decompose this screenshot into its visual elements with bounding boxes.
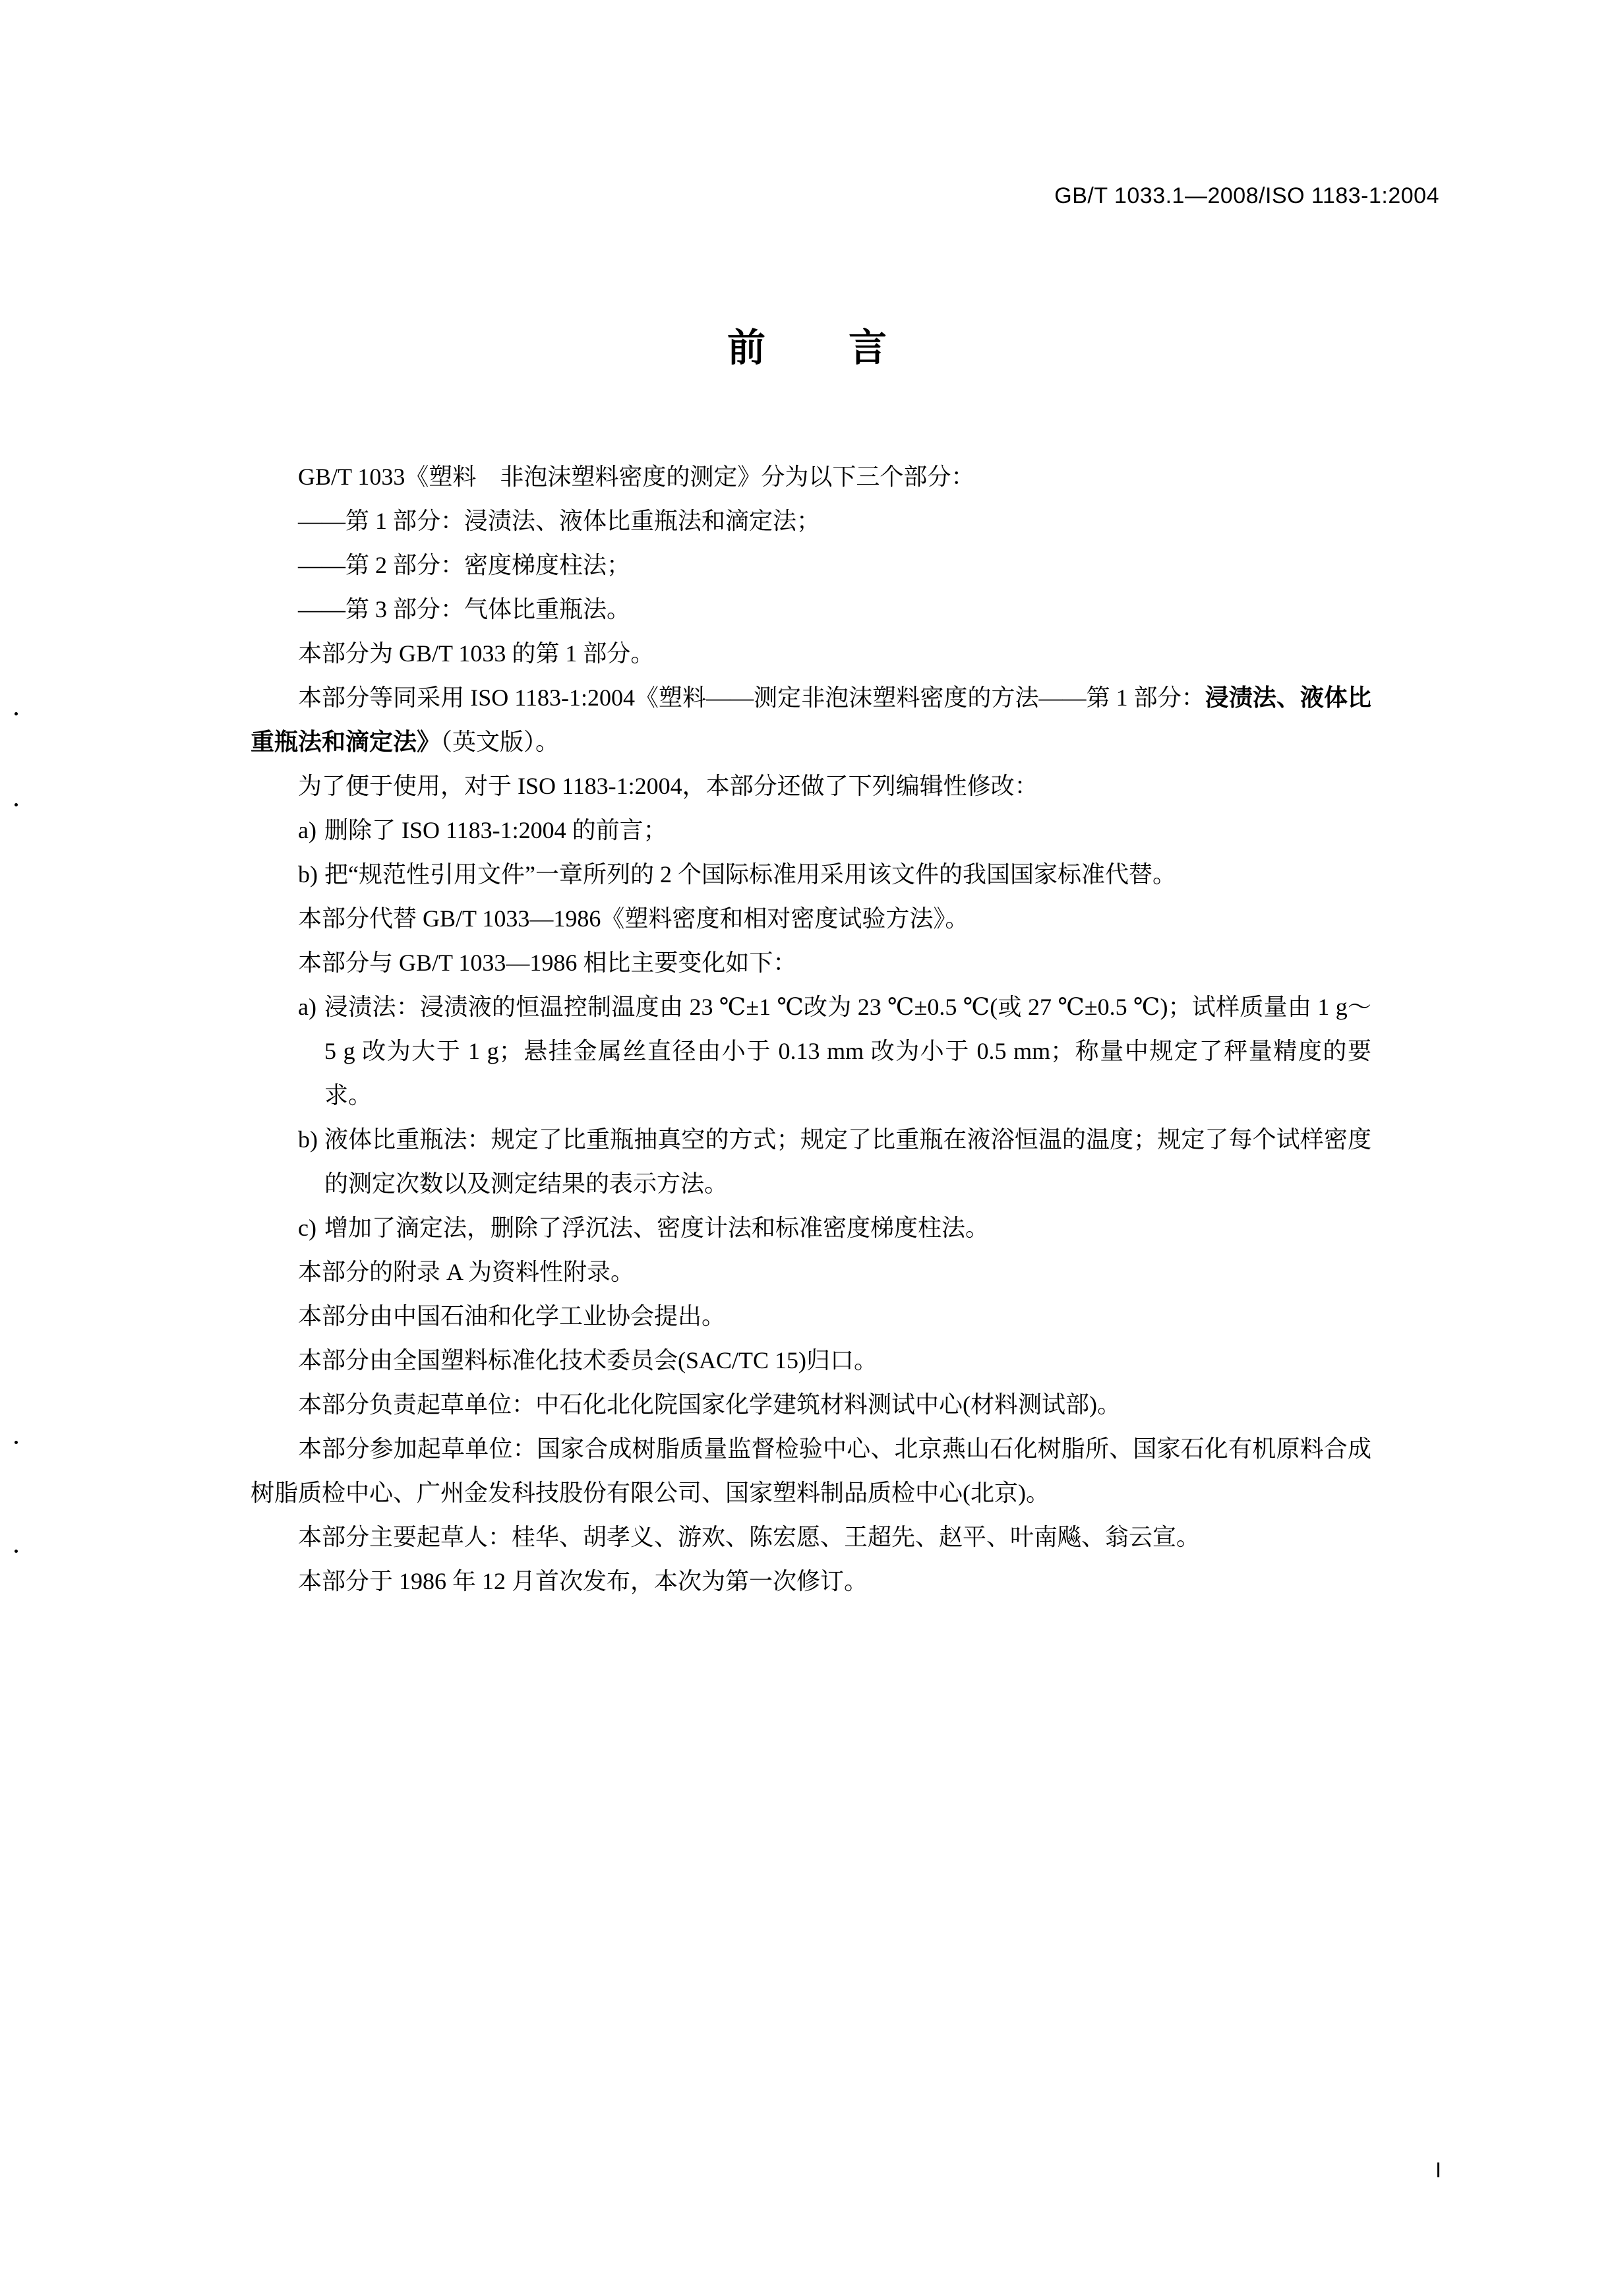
margin-tick-mark	[15, 1550, 18, 1553]
foreword-change-item-c	[251, 1206, 1371, 1250]
foreword-this-part: 本部分为 GB/T 1033 的第 1 部分。	[298, 640, 655, 667]
foreword-part-1: ——第 1 部分：浸渍法、液体比重瓶法和滴定法；	[298, 508, 821, 534]
foreword-adoption	[251, 676, 1371, 764]
list-marker: a)	[298, 817, 316, 843]
foreword-editorial-intro: 为了便于使用，对于 ISO 1183-1:2004，本部分还做了下列编辑性修改：	[298, 773, 1038, 799]
foreword-participating-orgs: 本部分参加起草单位：国家合成树脂质量监督检验中心、北京燕山石化树脂所、国家石化有机原料合成树脂质检中心、广州金发科技股份有限公司、国家塑料制品质检中心(北京)。	[251, 1435, 1371, 1506]
page-number: I	[1435, 2158, 1441, 2182]
foreword-adoption-tail: （英文版）。	[440, 729, 560, 755]
page-title: 前 言	[727, 326, 909, 369]
list-marker: b)	[298, 1126, 318, 1153]
margin-tick-mark	[15, 1441, 18, 1444]
foreword-adoption-bold: 浸渍法、液体比重瓶法和滴定法》	[251, 684, 1371, 755]
foreword-body	[251, 455, 1371, 1604]
list-text: 液体比重瓶法：规定了比重瓶抽真空的方式；规定了比重瓶在液浴恒温的温度；规定了每个试样密度的测定次数以及测定结果的表示方法。	[324, 1126, 1371, 1197]
foreword-change-item-b	[251, 1118, 1371, 1206]
foreword-change-item-a	[251, 985, 1371, 1118]
foreword-changes-intro: 本部分与 GB/T 1033—1986 相比主要变化如下：	[298, 950, 797, 976]
foreword-annex: 本部分的附录 A 为资料性附录。	[298, 1259, 635, 1285]
margin-tick-mark	[15, 803, 18, 806]
foreword-replaces: 本部分代替 GB/T 1033—1986《塑料密度和相对密度试验方法》。	[298, 905, 969, 932]
list-text: 增加了滴定法，删除了浮沉法、密度计法和标准密度梯度柱法。	[324, 1215, 990, 1241]
page-header-standard-code: GB/T 1033.1—2008/ISO 1183-1:2004	[1054, 183, 1439, 208]
list-marker: b)	[298, 861, 318, 888]
foreword-part-3: ——第 3 部分：气体比重瓶法。	[298, 596, 631, 622]
foreword-editorial-item-b	[251, 853, 1371, 897]
list-text: 浸渍法：浸渍液的恒温控制温度由 23 ℃±1 ℃改为 23 ℃±0.5 ℃(或 27 ℃±0.5 ℃)；试样质量由 1 g～5 g 改为大于 1 g；悬挂金属丝直径由小于 0.13 mm 改为小于 0.5 mm；称量中规定了秤量精度的要求。	[324, 994, 1371, 1108]
foreword-jurisdiction: 本部分由全国塑料标准化技术委员会(SAC/TC 15)归口。	[298, 1347, 878, 1374]
foreword-history: 本部分于 1986 年 12 月首次发布，本次为第一次修订。	[298, 1568, 868, 1594]
list-text: 删除了 ISO 1183-1:2004 的前言；	[324, 817, 667, 843]
foreword-adoption-plain: 本部分等同采用 ISO 1183-1:2004《塑料——测定非泡沫塑料密度的方法——第 1 部分：	[298, 684, 1205, 711]
margin-tick-mark	[15, 712, 18, 715]
foreword-drafters: 本部分主要起草人：桂华、胡孝义、游欢、陈宏愿、王超先、赵平、叶南飚、翁云宣。	[298, 1524, 1201, 1550]
list-marker: c)	[298, 1215, 316, 1241]
foreword-part-2: ——第 2 部分：密度梯度柱法；	[298, 552, 631, 578]
list-marker: a)	[298, 994, 316, 1020]
foreword-drafting-org: 本部分负责起草单位：中石化北化院国家化学建筑材料测试中心(材料测试部)。	[298, 1391, 1121, 1418]
list-text: 把“规范性引用文件”一章所列的 2 个国际标准用采用该文件的我国国家标准代替。	[324, 861, 1176, 888]
foreword-intro: GB/T 1033《塑料 非泡沫塑料密度的测定》分为以下三个部分：	[298, 464, 975, 490]
foreword-proposer: 本部分由中国石油和化学工业协会提出。	[298, 1303, 726, 1329]
foreword-editorial-item-a	[251, 808, 1371, 853]
